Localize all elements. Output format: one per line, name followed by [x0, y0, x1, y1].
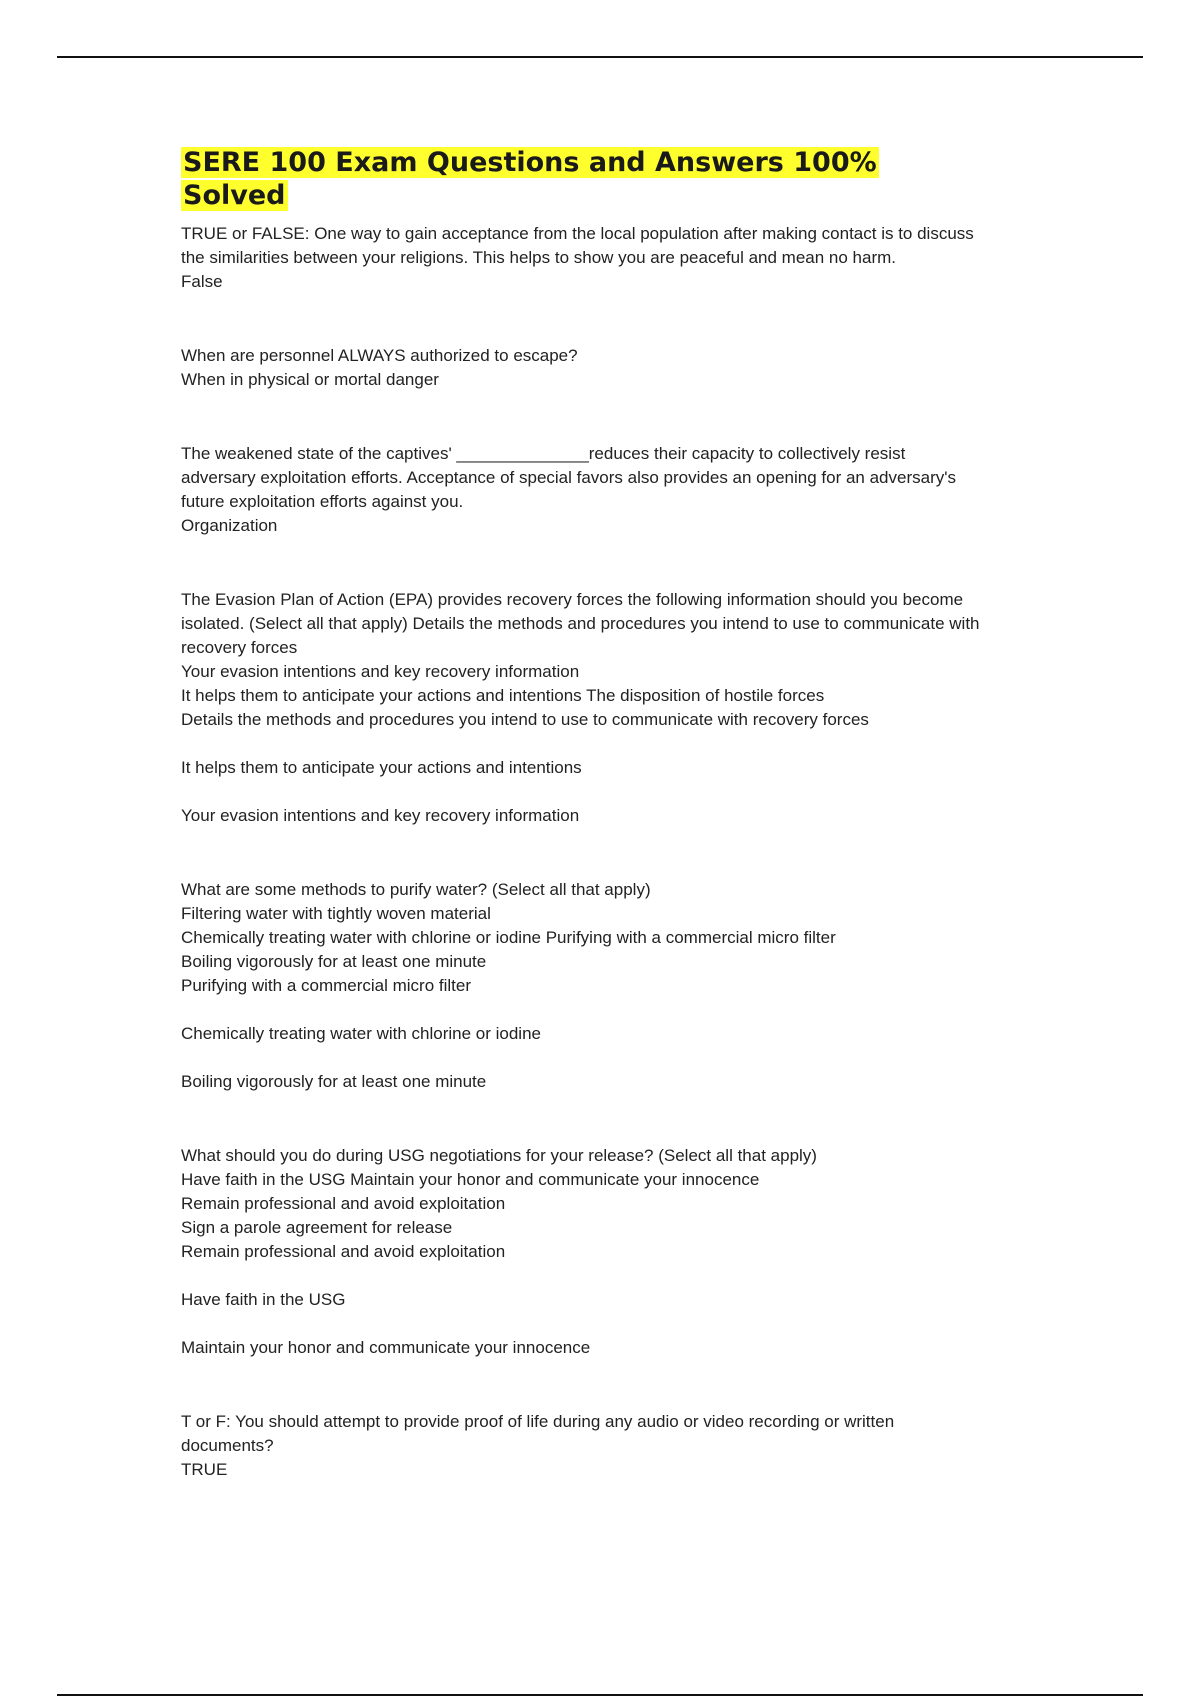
option-text: Your evasion intentions and key recovery information	[181, 662, 580, 681]
qa-block	[181, 344, 981, 392]
answer-text: False	[181, 272, 223, 291]
question-text: The weakened state of the captives' ______________reduces their capacity to collectively resist adversary exploitation efforts. Acceptance of special favors also provides an opening for an adversary's future exploitation efforts against you.	[181, 444, 956, 511]
option-text: Chemically treating water with chlorine or iodine Purifying with a commercial micro filter	[181, 928, 836, 947]
answer-text: Have faith in the USG	[181, 1290, 346, 1309]
question-text: When are personnel ALWAYS authorized to escape?	[181, 346, 578, 365]
option-text: Remain professional and avoid exploitation	[181, 1242, 506, 1261]
option-text: Filtering water with tightly woven material	[181, 904, 491, 923]
option-text: Have faith in the USG Maintain your honor and communicate your innocence	[181, 1170, 760, 1189]
answer-text: Organization	[181, 516, 278, 535]
answer-text: It helps them to anticipate your actions and intentions	[181, 758, 582, 777]
option-text: Details the methods and procedures you intend to use to communicate with recovery forces	[181, 710, 869, 729]
option-text: Purifying with a commercial micro filter	[181, 976, 472, 995]
option-text: Sign a parole agreement for release	[181, 1218, 453, 1237]
qa-block	[181, 878, 981, 1094]
answer-text: Boiling vigorously for at least one minute	[181, 1072, 487, 1091]
qa-block	[181, 1410, 981, 1482]
option-text: Boiling vigorously for at least one minute	[181, 952, 487, 971]
answer-text: TRUE	[181, 1460, 228, 1479]
qa-block	[181, 588, 981, 828]
document-body	[181, 146, 981, 1482]
answer-text: Chemically treating water with chlorine or iodine	[181, 1024, 541, 1043]
question-text: What are some methods to purify water? (Select all that apply)	[181, 880, 651, 899]
title-highlight: SERE 100 Exam Questions and Answers 100% Solved	[183, 147, 877, 211]
document-title	[181, 146, 981, 212]
qa-block	[181, 222, 981, 294]
question-text: T or F: You should attempt to provide proof of life during any audio or video recording or written documents?	[181, 1412, 895, 1455]
option-text: Remain professional and avoid exploitation	[181, 1194, 506, 1213]
header-rule	[57, 56, 1143, 58]
qa-block	[181, 1144, 981, 1360]
question-text: What should you do during USG negotiations for your release? (Select all that apply)	[181, 1146, 817, 1165]
answer-text: When in physical or mortal danger	[181, 370, 439, 389]
answer-text: Maintain your honor and communicate your innocence	[181, 1338, 591, 1357]
question-text: The Evasion Plan of Action (EPA) provides recovery forces the following information should you become isolated. (Select all that apply) Details the methods and procedures you intend to use to communicate with recovery forces	[181, 590, 980, 657]
footer-rule	[57, 1694, 1143, 1696]
question-text: TRUE or FALSE: One way to gain acceptance from the local population after making contact is to discuss the similarities between your religions. This helps to show you are peaceful and mean no harm.	[181, 224, 974, 267]
answer-text: Your evasion intentions and key recovery information	[181, 806, 580, 825]
qa-block	[181, 442, 981, 538]
option-text: It helps them to anticipate your actions and intentions The disposition of hostile forces	[181, 686, 825, 705]
